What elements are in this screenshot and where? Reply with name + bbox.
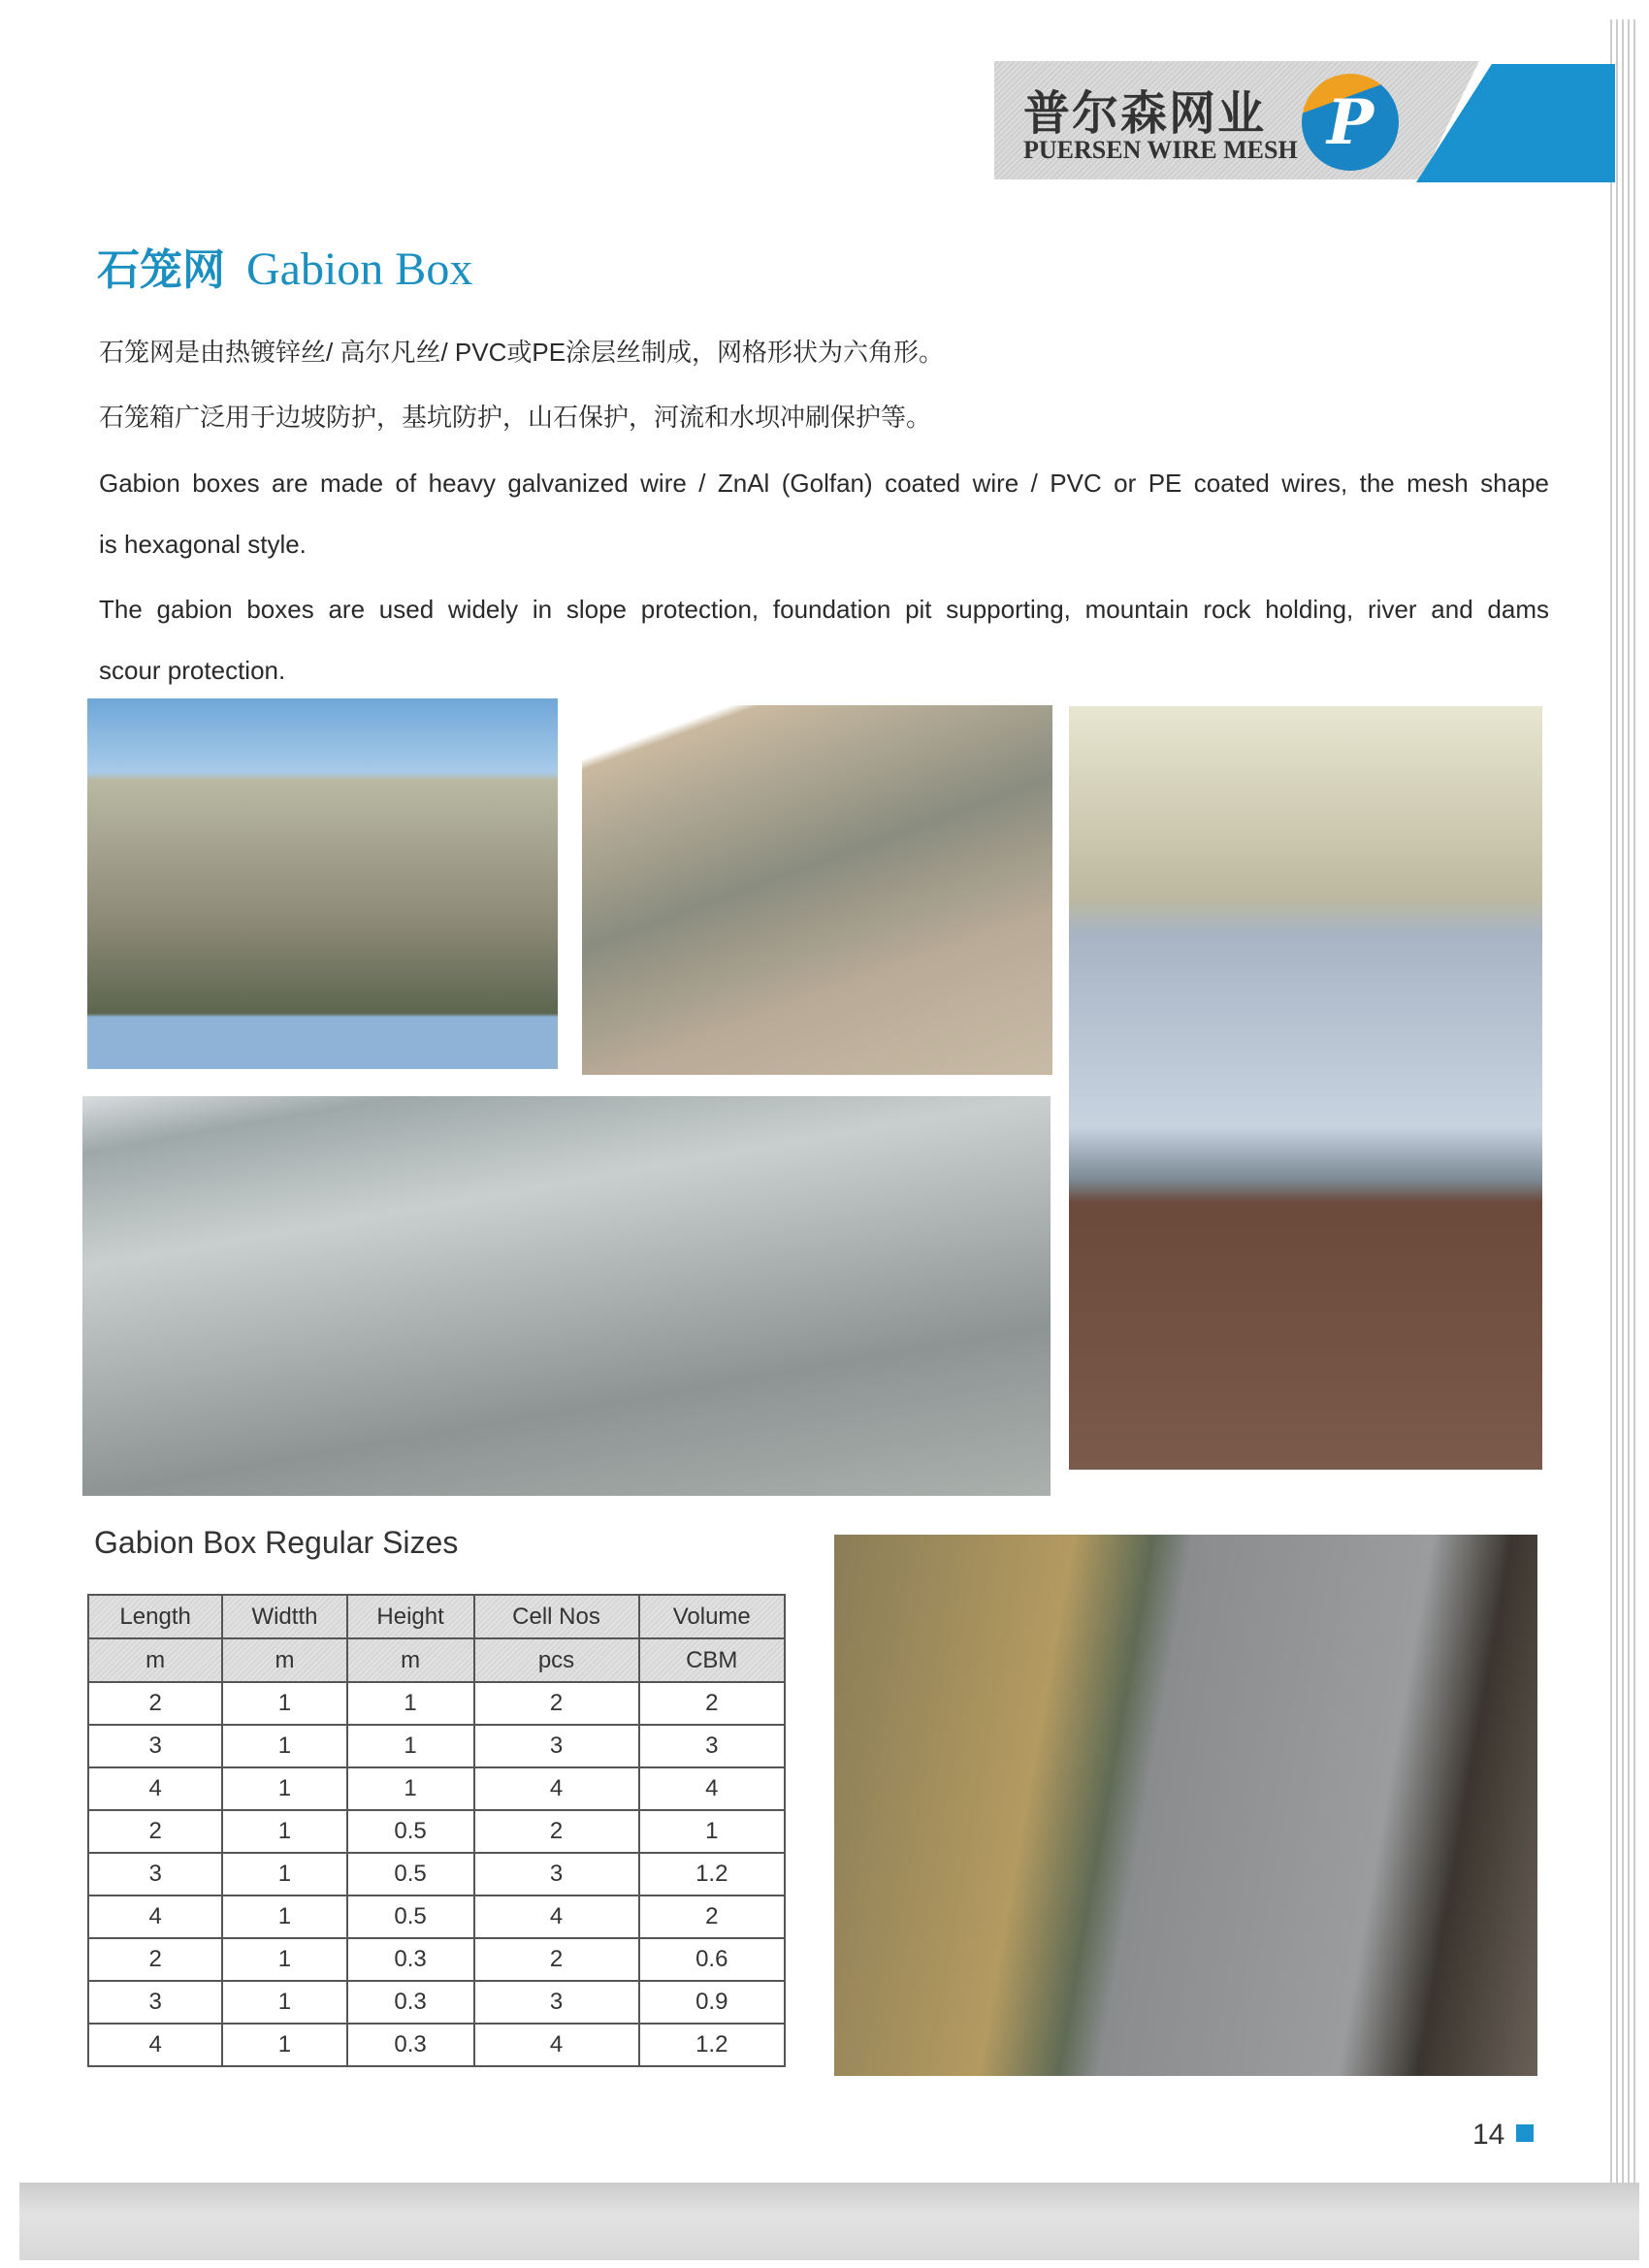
paragraph-en-1a: Gabion boxes are made of heavy galvanized wire / ZnAl (Golfan) coated wire / PVC or PE coated wires, the mesh shape	[99, 469, 1549, 498]
sizes-table	[87, 1594, 786, 2067]
logo-letter: P	[1326, 85, 1374, 159]
table-cell: 1	[222, 1810, 346, 1853]
table-cell: 3	[474, 1725, 639, 1767]
table-cell: 1	[222, 1682, 346, 1725]
table-cell: 1	[222, 1853, 346, 1895]
table-cell: 3	[474, 1981, 639, 2024]
table-cell: 4	[474, 1895, 639, 1938]
table-cell: 1	[222, 1725, 346, 1767]
table-cell: 0.5	[347, 1895, 474, 1938]
table-cell: 4	[88, 2024, 222, 2066]
title-cn: 石笼网	[97, 245, 225, 295]
table-cell: 0.3	[347, 1938, 474, 1981]
table-cell: 2	[88, 1938, 222, 1981]
table-cell: 2	[639, 1895, 786, 1938]
page-number-marker	[1516, 2124, 1534, 2142]
table-cell: 3	[88, 1725, 222, 1767]
table-cell: 4	[88, 1895, 222, 1938]
page-number: 14	[1472, 2119, 1505, 2151]
table-row	[88, 1981, 785, 2024]
table-row	[88, 1767, 785, 1810]
table-row	[88, 1682, 785, 1725]
table-row	[88, 1725, 785, 1767]
header-volume: Volume	[639, 1595, 786, 1638]
table-cell: 0.9	[639, 1981, 786, 2024]
table-cell: 4	[474, 1767, 639, 1810]
table-header-row	[88, 1595, 785, 1638]
table-row	[88, 1895, 785, 1938]
paragraph-en-2b: scour protection.	[99, 656, 286, 685]
table-row	[88, 1810, 785, 1853]
unit: pcs	[474, 1638, 639, 1682]
table-cell: 2	[88, 1682, 222, 1725]
photo-gabion-river	[834, 1535, 1537, 2076]
table-cell: 1	[347, 1725, 474, 1767]
table-cell: 0.6	[639, 1938, 786, 1981]
page-edge-stripes	[1610, 19, 1639, 2192]
table-row	[88, 1853, 785, 1895]
table-cell: 2	[639, 1682, 786, 1725]
table-cell: 1.2	[639, 2024, 786, 2066]
table-cell: 2	[474, 1810, 639, 1853]
table-cell: 1	[222, 1938, 346, 1981]
brand-name-cn: 普尔森网业	[1023, 86, 1267, 141]
table-title: Gabion Box Regular Sizes	[94, 1525, 459, 1560]
photo-gabion-stacks	[82, 1096, 1051, 1496]
table-cell: 1	[222, 1767, 346, 1810]
table-cell: 4	[88, 1767, 222, 1810]
table-cell: 1	[222, 2024, 346, 2066]
photo-gabion-lifted	[87, 698, 558, 1069]
table-row	[88, 1938, 785, 1981]
table-cell: 1	[639, 1810, 786, 1853]
table-cell: 1	[347, 1682, 474, 1725]
table-cell: 2	[88, 1810, 222, 1853]
header-cell-nos: Cell Nos	[474, 1595, 639, 1638]
paragraph-cn-1: 石笼网是由热镀锌丝/ 高尔凡丝/ PVC或PE涂层丝制成，网格形状为六角形。	[99, 338, 945, 367]
table-units-row	[88, 1638, 785, 1682]
table-cell: 1	[347, 1767, 474, 1810]
title-en: Gabion Box	[246, 243, 473, 295]
table-cell: 2	[474, 1682, 639, 1725]
header-width: Widtth	[222, 1595, 346, 1638]
table-cell: 0.5	[347, 1853, 474, 1895]
paragraph-cn-2: 石笼箱广泛用于边坡防护，基坑防护，山石保护，河流和水坝冲刷保护等。	[99, 403, 932, 432]
paragraph-en-2a: The gabion boxes are used widely in slope protection, foundation pit supporting, mountain rock holding, river and dams	[99, 595, 1549, 624]
table-cell: 1	[222, 1895, 346, 1938]
brand-name-en: PUERSEN WIRE MESH	[1023, 136, 1298, 164]
table-cell: 3	[474, 1853, 639, 1895]
table-cell: 1.2	[639, 1853, 786, 1895]
photo-gabion-slope	[582, 705, 1052, 1075]
table-cell: 3	[88, 1853, 222, 1895]
header-height: Height	[347, 1595, 474, 1638]
unit: m	[222, 1638, 346, 1682]
table-cell: 3	[88, 1981, 222, 2024]
paragraph-en-1b: is hexagonal style.	[99, 530, 307, 559]
table-cell: 4	[639, 1767, 786, 1810]
table-cell: 4	[474, 2024, 639, 2066]
table-cell: 2	[474, 1938, 639, 1981]
photo-container-loading	[1069, 706, 1542, 1470]
table-cell: 0.3	[347, 2024, 474, 2066]
table-row	[88, 2024, 785, 2066]
table-cell: 1	[222, 1981, 346, 2024]
page-title	[97, 235, 472, 297]
brand-logo	[1302, 74, 1399, 171]
unit: m	[88, 1638, 222, 1682]
scan-bottom-band	[19, 2183, 1639, 2260]
unit: m	[347, 1638, 474, 1682]
table-cell: 0.5	[347, 1810, 474, 1853]
unit: CBM	[639, 1638, 786, 1682]
table-cell: 0.3	[347, 1981, 474, 2024]
table-cell: 3	[639, 1725, 786, 1767]
header-length: Length	[88, 1595, 222, 1638]
